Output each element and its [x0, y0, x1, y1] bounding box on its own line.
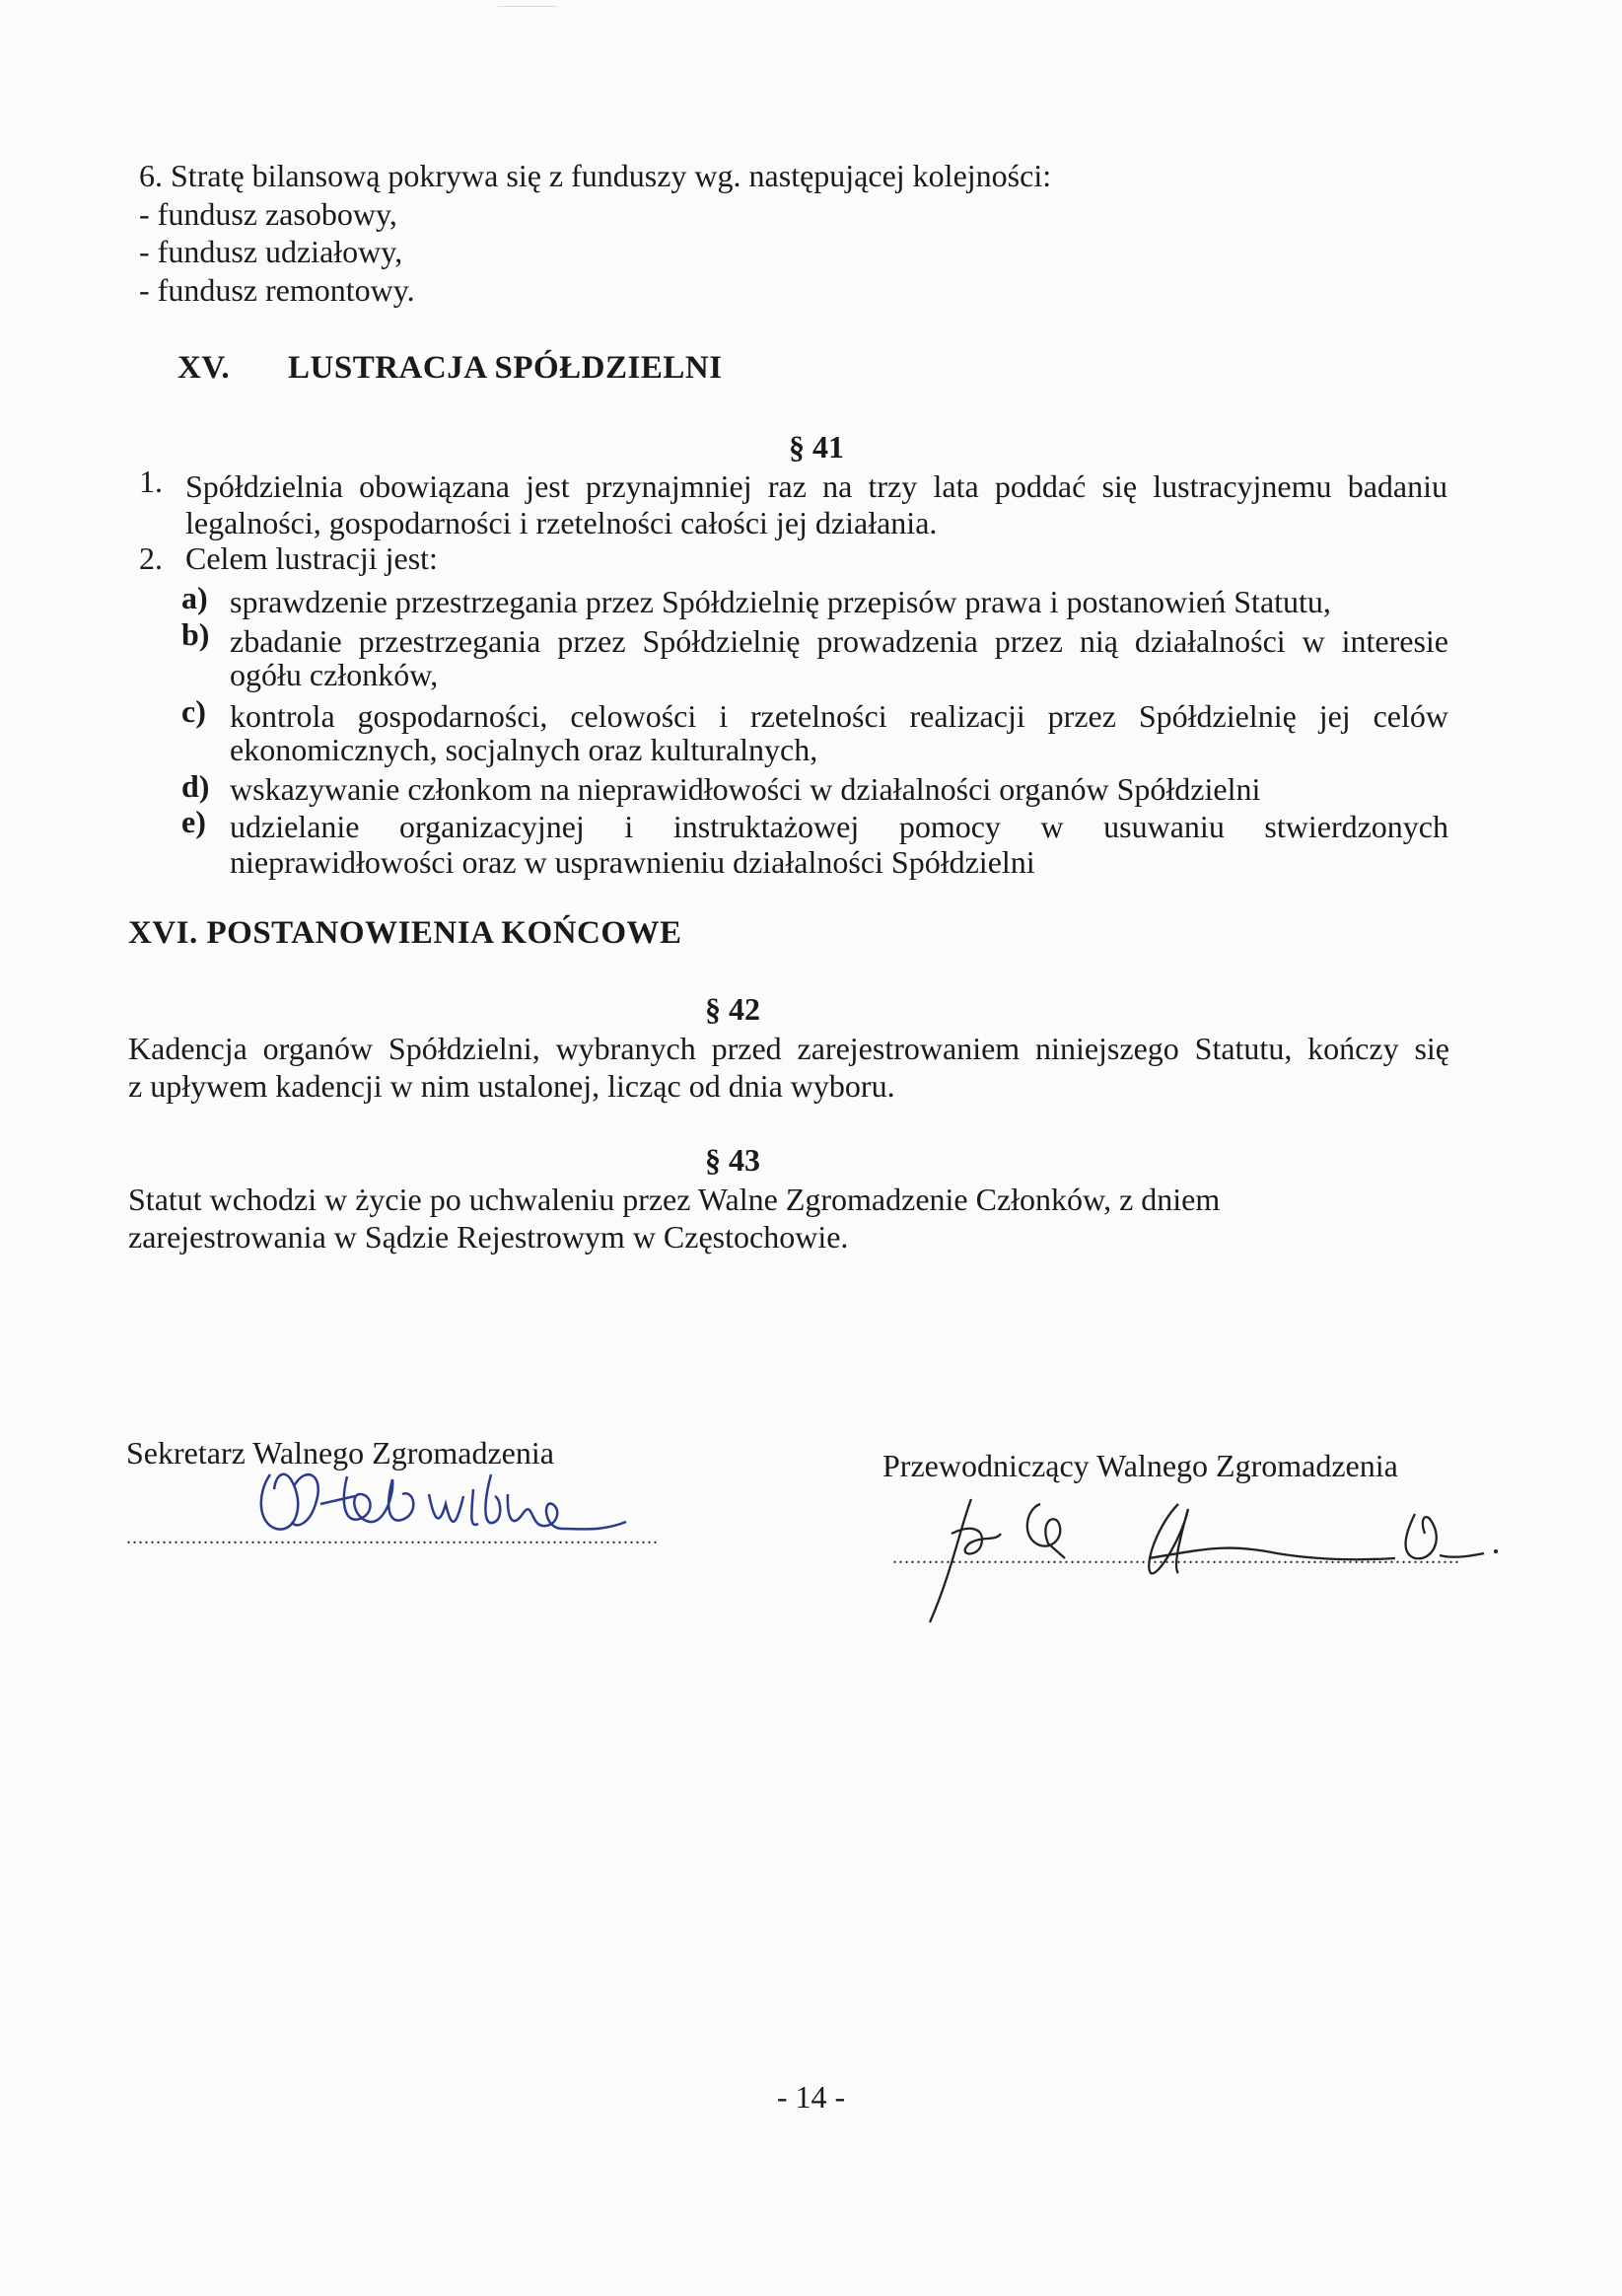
- item-line: zbadanie przestrzegania przez Spółdzielnię prowadzenia przez nią działalności w interesie: [230, 623, 1448, 659]
- item-line: sprawdzenie przestrzegania przez Spółdzielnię przepisów prawa i postanowień Statutu,: [230, 584, 1331, 619]
- chapter-number: XV.: [177, 350, 231, 386]
- item-letter: c): [181, 693, 206, 729]
- paragraph-43-line2: zarejestrowania w Sądzie Rejestrowym w Częstochowie.: [128, 1219, 849, 1255]
- right-signature-label: Przewodniczący Walnego Zgromadzenia: [882, 1448, 1398, 1483]
- chapter-title: LUSTRACJA SPÓŁDZIELNI: [288, 350, 723, 386]
- item-line: kontrola gospodarności, celowości i rzetelności realizacji przez Spółdzielnię jej celów: [230, 698, 1448, 734]
- paragraph-43: § 43: [705, 1142, 760, 1178]
- chapter-title: XVI. POSTANOWIENIA KOŃCOWE: [128, 915, 682, 951]
- item-line: ekonomicznych, socjalnych oraz kulturalnych,: [230, 732, 818, 767]
- item-letter: a): [181, 580, 208, 615]
- item-line: udzielanie organizacyjnej i instruktażowej pomocy w usuwaniu stwierdzonych: [230, 809, 1448, 844]
- left-signature-label: Sekretarz Walnego Zgromadzenia: [126, 1435, 554, 1471]
- paragraph-42-line2: z upływem kadencji w nim ustalonej, licząc od dnia wyboru.: [128, 1068, 895, 1104]
- paragraph-43-line1: Statut wchodzi w życie po uchwaleniu przez Walne Zgromadzenie Członków, z dniem: [128, 1182, 1221, 1217]
- paragraph-42-line1: Kadencja organów Spółdzielni, wybranych przed zarejestrowaniem niniejszego Statutu, kończy się: [128, 1031, 1449, 1066]
- point-2-number: 2.: [139, 540, 163, 576]
- item-letter: b): [181, 616, 210, 652]
- section6-item: - fundusz remontowy.: [139, 272, 415, 308]
- left-signature-scribble: [237, 1435, 661, 1563]
- point-1-number: 1.: [139, 464, 163, 499]
- item-line: ogółu członków,: [230, 657, 439, 692]
- right-signature-line: ................................................................................................: [892, 1546, 1460, 1568]
- section6-intro: 6. Stratę bilansową pokrywa się z funduszy wg. następującej kolejności:: [139, 158, 1052, 193]
- item-letter: d): [181, 768, 210, 804]
- item-line: wskazywanie członkom na nieprawidłowości w działalności organów Spółdzielni: [230, 771, 1261, 807]
- item-line: nieprawidłowości oraz w usprawnieniu działalności Spółdzielni: [230, 844, 1035, 880]
- paragraph-42: § 42: [705, 991, 760, 1027]
- section6-item: - fundusz udziałowy,: [139, 234, 403, 269]
- item-letter: e): [181, 804, 206, 839]
- right-signature-scribble: [892, 1465, 1504, 1642]
- point-1-line1: Spółdzielnia obowiązana jest przynajmniej raz na trzy lata poddać się lustracyjnemu badaniu: [185, 468, 1447, 504]
- point-2-text: Celem lustracji jest:: [185, 540, 438, 576]
- scan-mark: [498, 6, 557, 7]
- point-1-line2: legalności, gospodarności i rzetelności całości jej działania.: [185, 505, 938, 540]
- paragraph-41: § 41: [789, 429, 844, 465]
- section6-item: - fundusz zasobowy,: [139, 196, 397, 232]
- page-number: - 14 -: [776, 2079, 846, 2115]
- left-signature-line: ..........................................................................................: [126, 1527, 659, 1548]
